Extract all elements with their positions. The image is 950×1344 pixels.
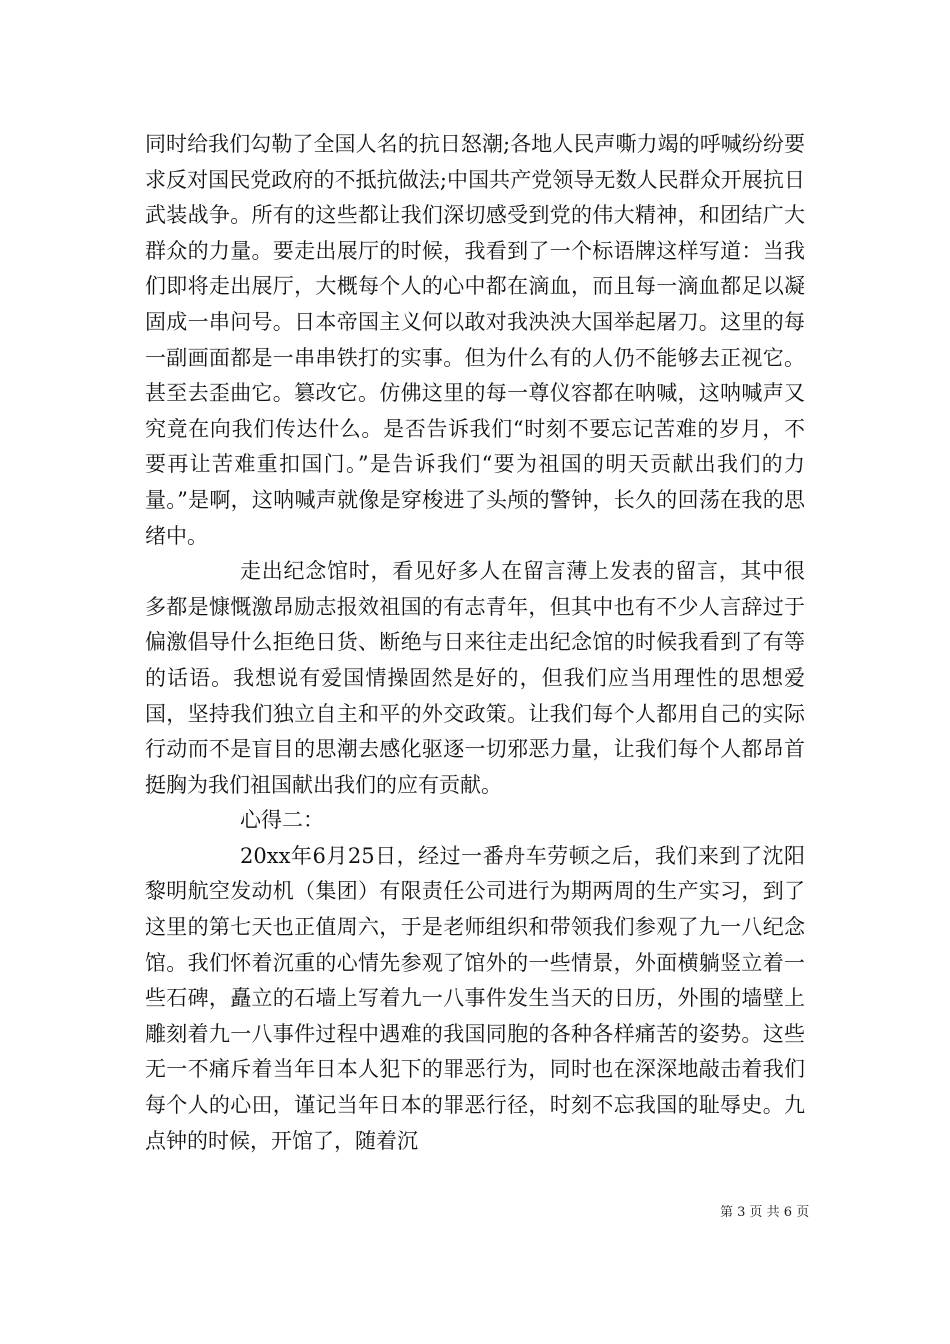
paragraph-exhibit-exit: 走出纪念馆时，看见好多人在留言薄上发表的留言，其中很多都是慷慨激昂励志报效祖国的有志青年，但其中也有不少人言辞过于偏激倡导什么拒绝日货、断绝与日来往走出纪念馆的时候我看到了有等的话语。我想说有爱国情操固然是好的，但我们应当用理性的思想爱国，坚持我们独立自主和平的外交政策。让我们每个人都用自己的实际行动而不是盲目的思潮去感化驱逐一切邪恶力量，让我们每个人都昂首挺胸为我们祖国献出我们的应有贡献。 <box>145 559 805 797</box>
section-heading-reflection-two: 心得二： <box>240 808 324 833</box>
paragraph-visit-account: 20xx年6月25日，经过一番舟车劳顿之后，我们来到了沈阳黎明航空发动机（集团）有限责任公司进行为期两周的生产实习，到了这里的第七天也正值周六，于是老师组织和带领我们参观了九一八纪念馆。我们怀着沉重的心情先参观了馆外的一些情景，外面横躺竖立着一些石碑，矗立的石墙上写着九一八事件发生当天的日历，外围的墙壁上雕刻着九一八事件过程中遇难的我国同胞的各种各样痛苦的姿势。这些无一不痛斥着当年日本人犯下的罪恶行为，同时也在深深地敲击着我们每个人的心田，谨记当年日本的罪恶行径，时刻不忘我国的耻辱史。九点钟的时候，开馆了，随着沉 <box>145 843 805 1153</box>
body-text <box>145 127 805 1159</box>
paragraph-continuation: 同时给我们勾勒了全国人名的抗日怒潮;各地人民声嘶力竭的呼喊纷纷要求反对国民党政府的不抵抗做法;中国共产党领导无数人民群众开展抗日武装战争。所有的这些都让我们深切感受到党的伟大精神，和团结广大群众的力量。要走出展厅的时候，我看到了一个标语牌这样写道：当我们即将走出展厅，大概每个人的心中都在滴血，而且每一滴血都足以凝固成一串问号。日本帝国主义何以敢对我泱泱大国举起屠刀。这里的每一副画面都是一串串铁打的实事。但为什么有的人仍不能够去正视它。甚至去歪曲它。篡改它。仿佛这里的每一尊仪容都在呐喊，这呐喊声又究竟在向我们传达什么。是否告诉我们“时刻不要忘记苦难的岁月，不要再让苦难重扣国门。”是告诉我们“要为祖国的明天贡献出我们的力量。”是啊，这呐喊声就像是穿梭进了头颅的警钟，长久的回荡在我的思绪中。 <box>145 132 805 548</box>
page-number-footer: 第 3 页 共 6 页 <box>720 1205 810 1220</box>
